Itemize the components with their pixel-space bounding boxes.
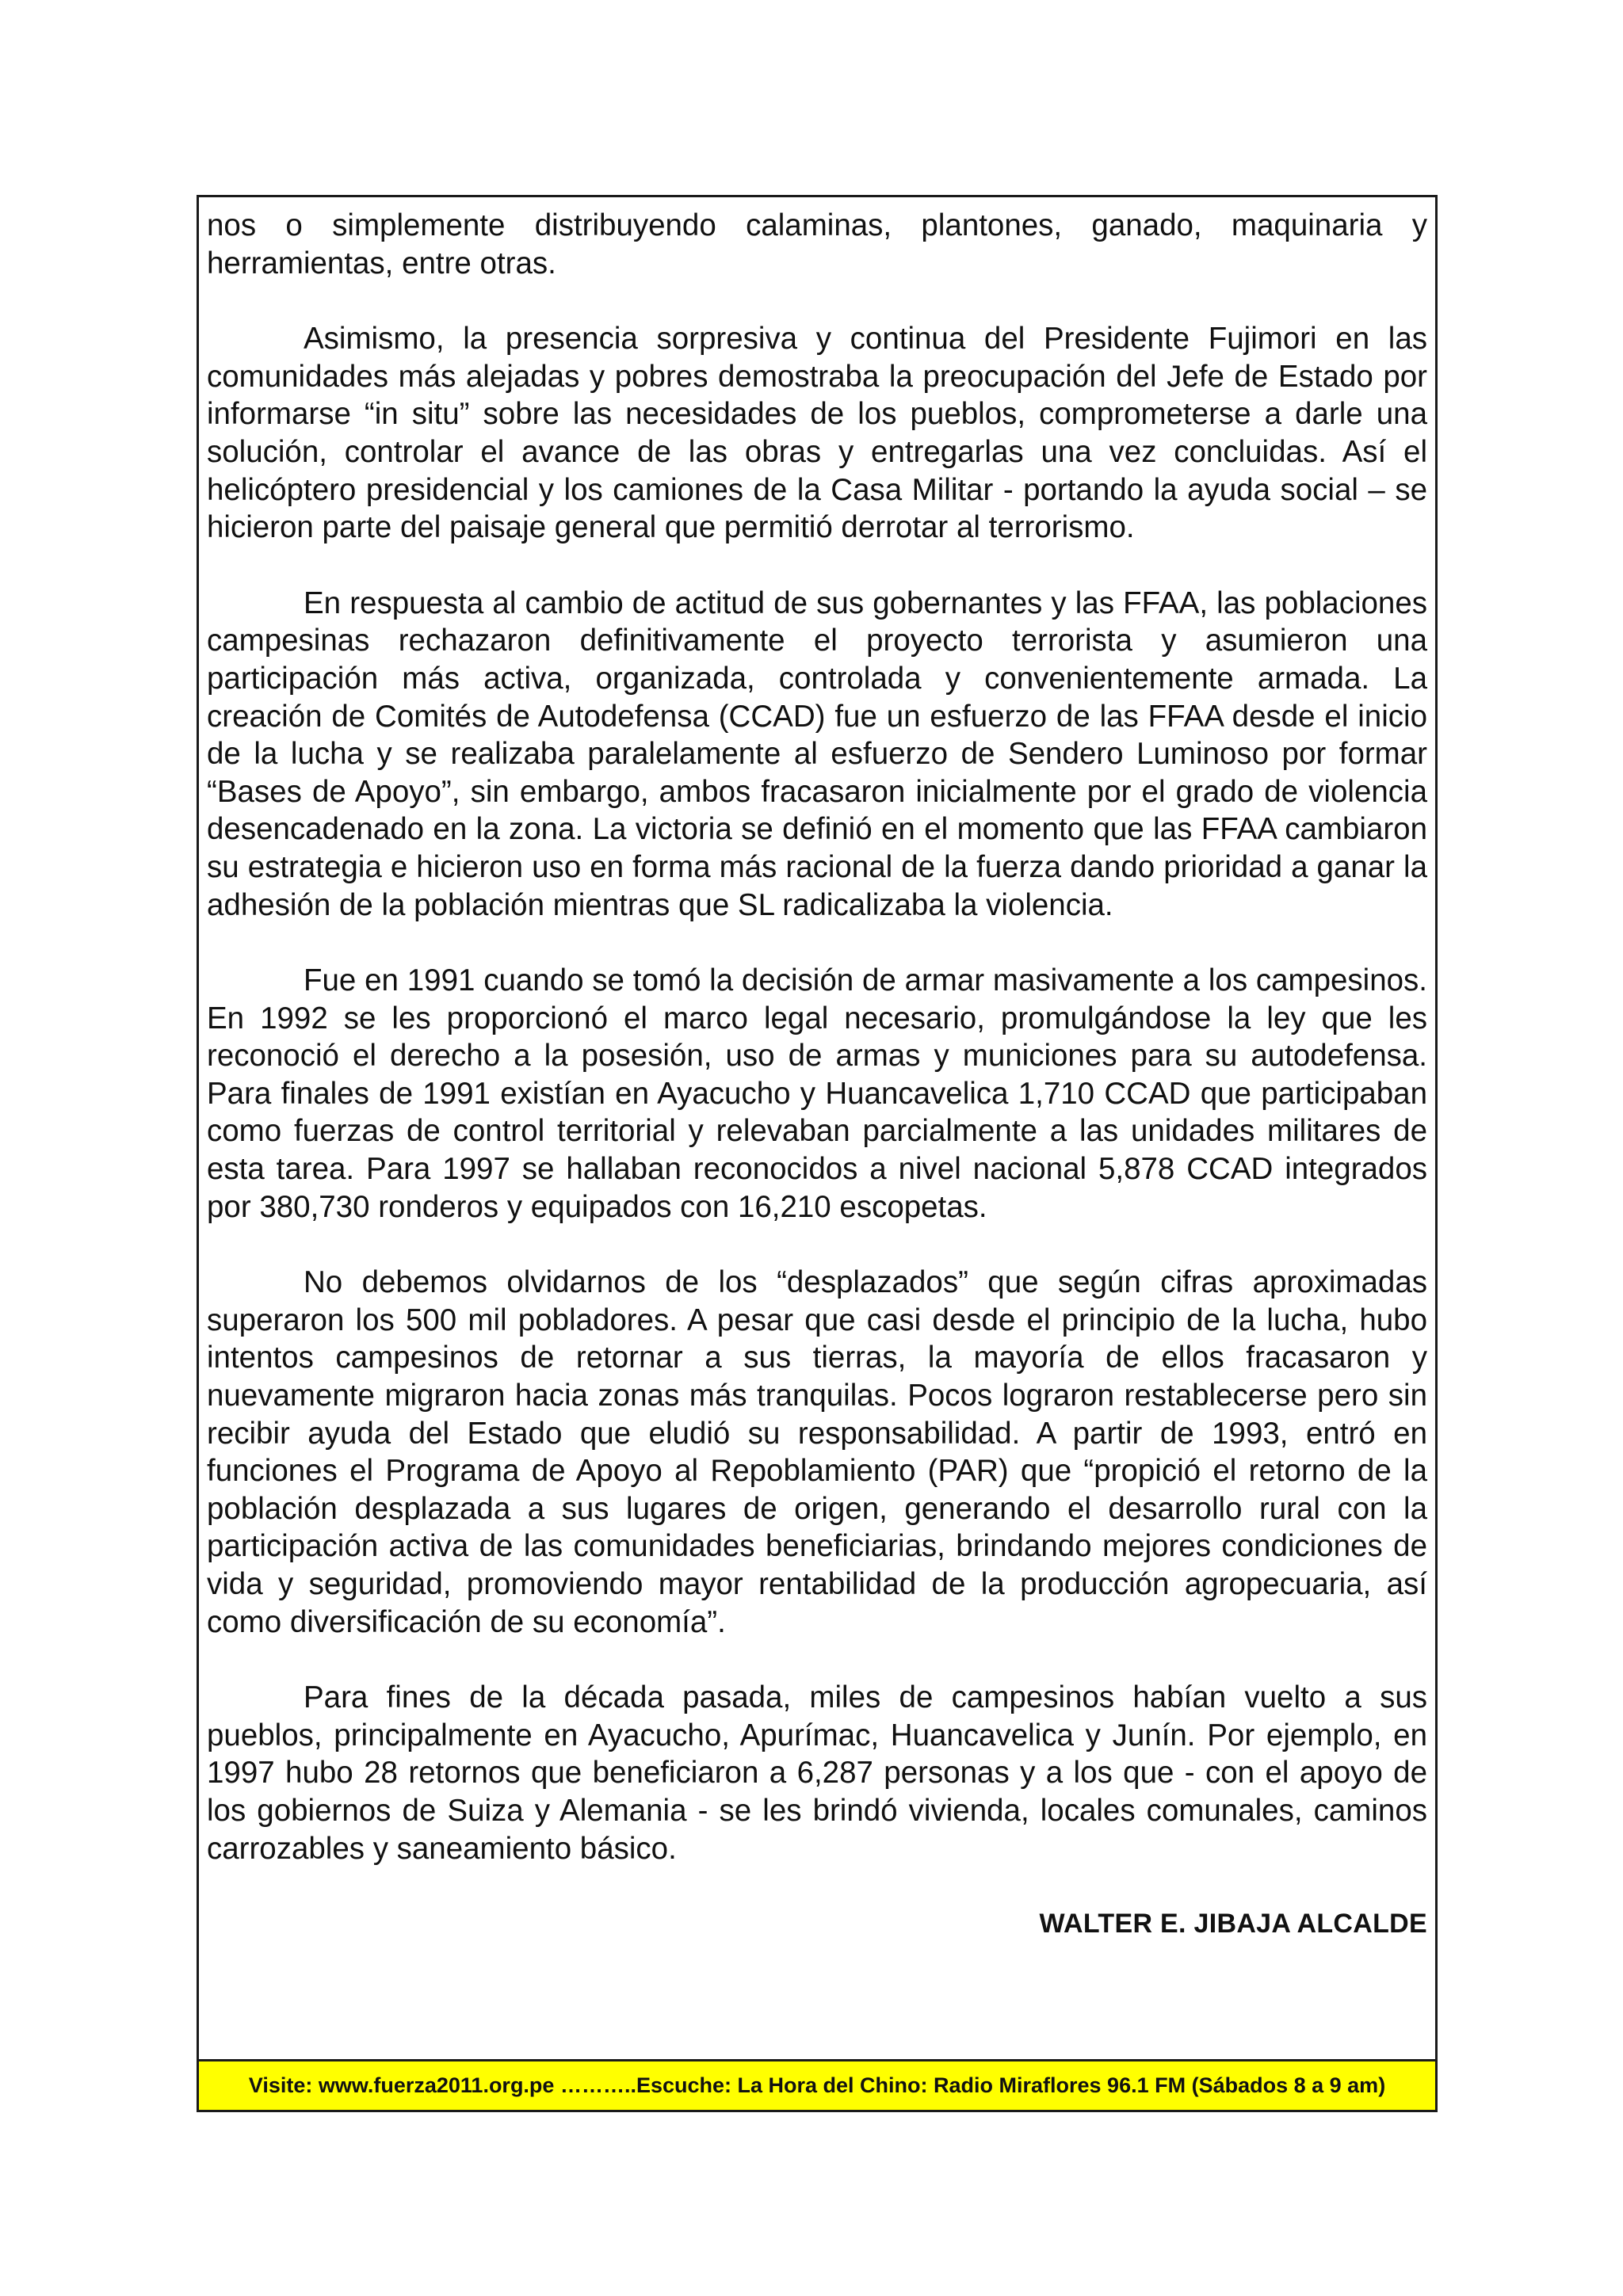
paragraph-returns: Para fines de la década pasada, miles de campesinos habían vuelto a sus pueblos, principalmente en Ayacucho, Apurímac, Huancavelica y Junín. Por ejemplo, en 1997 hubo 28 retornos que beneficiaron a 6,287 personas y a los que - con el apoyo de los gobiernos de Suiza y Alemania - se les brindó vivienda, locales comunales, caminos carrozables y saneamiento básico. [207, 1680, 1427, 1866]
footer-banner [199, 2059, 1435, 2110]
paragraph-ccad-creation: En respuesta al cambio de actitud de sus gobernantes y las FFAA, las poblaciones campesinas rechazaron definitivamente el proyecto terrorista y asumieron una participación más activa, organizada, controlada y convenientemente armada. La creación de Comités de Autodefensa (CCAD) fue un esfuerzo de las FFAA desde el inicio de la lucha y se realizaba paralelamente al esfuerzo de Sendero Luminoso por formar “Bases de Apoyo”, sin embargo, ambos fracasaron inicialmente por el grado de violencia desencadenado en la zona. La victoria se definió en el momento que las FFAA cambiaron su estrategia e hicieron uso en forma más racional de la fuerza dando prioridad a ganar la adhesión de la población mientras que SL radicalizaba la violencia. [207, 585, 1427, 922]
document-frame [197, 195, 1438, 2112]
paragraph-continuation: nos o simplemente distribuyendo calaminas, plantones, ganado, maquinaria y herramientas, entre otras. [207, 208, 1427, 280]
paragraph-arming-peasants: Fue en 1991 cuando se tomó la decisión de armar masivamente a los campesinos. En 1992 se les proporcionó el marco legal necesario, promulgándose la ley que les reconoció el derecho a la posesión, uso de armas y municiones para su autodefensa. Para finales de 1991 existían en Ayacucho y Huancavelica 1,710 CCAD que participaban como fuerzas de control territorial y relevaban parcialmente a las unidades militares de esta tarea. Para 1997 se hallaban reconocidos a nivel nacional 5,878 CCAD integrados por 380,730 ronderos y equipados con 16,210 escopetas. [207, 963, 1427, 1224]
paragraph-displaced: No debemos olvidarnos de los “desplazados” que según cifras aproximadas superaron los 500 mil pobladores. A pesar que casi desde el principio de la lucha, hubo intentos campesinos de retornar a sus tierras, la mayoría de ellos fracasaron y nuevamente migraron hacia zonas más tranquilas. Pocos lograron restablecerse pero sin recibir ayuda del Estado que eludió su responsabilidad. A partir de 1993, entró en funciones el Programa de Apoyo al Repoblamiento (PAR) que “propició el retorno de la población desplazada a sus lugares de origen, generando el desarrollo rural con la participación activa de las comunidades beneficiarias, brindando mejores condiciones de vida y seguridad, promoviendo mayor rentabilidad de la producción agropecuaria, así como diversificación de su economía”. [207, 1265, 1427, 1639]
author-signature: WALTER E. JIBAJA ALCALDE [1039, 1909, 1427, 1939]
footer-text: Visite: www.fuerza2011.org.pe ………..Escuche: La Hora del Chino: Radio Miraflores 96.1 FM (Sábados 8 a 9 am) [248, 2073, 1386, 2097]
paragraph-fujimori-presence: Asimismo, la presencia sorpresiva y continua del Presidente Fujimori en las comunidades más alejadas y pobres demostraba la preocupación del Jefe de Estado por informarse “in situ” sobre las necesidades de los pueblos, comprometerse a darle una solución, controlar el avance de las obras y entregarlas una vez concluidas. Así el helicóptero presidencial y los camiones de la Casa Militar - portando la ayuda social – se hicieron parte del paisaje general que permitió derrotar al terrorismo. [207, 322, 1427, 545]
document-body [207, 207, 1427, 1943]
